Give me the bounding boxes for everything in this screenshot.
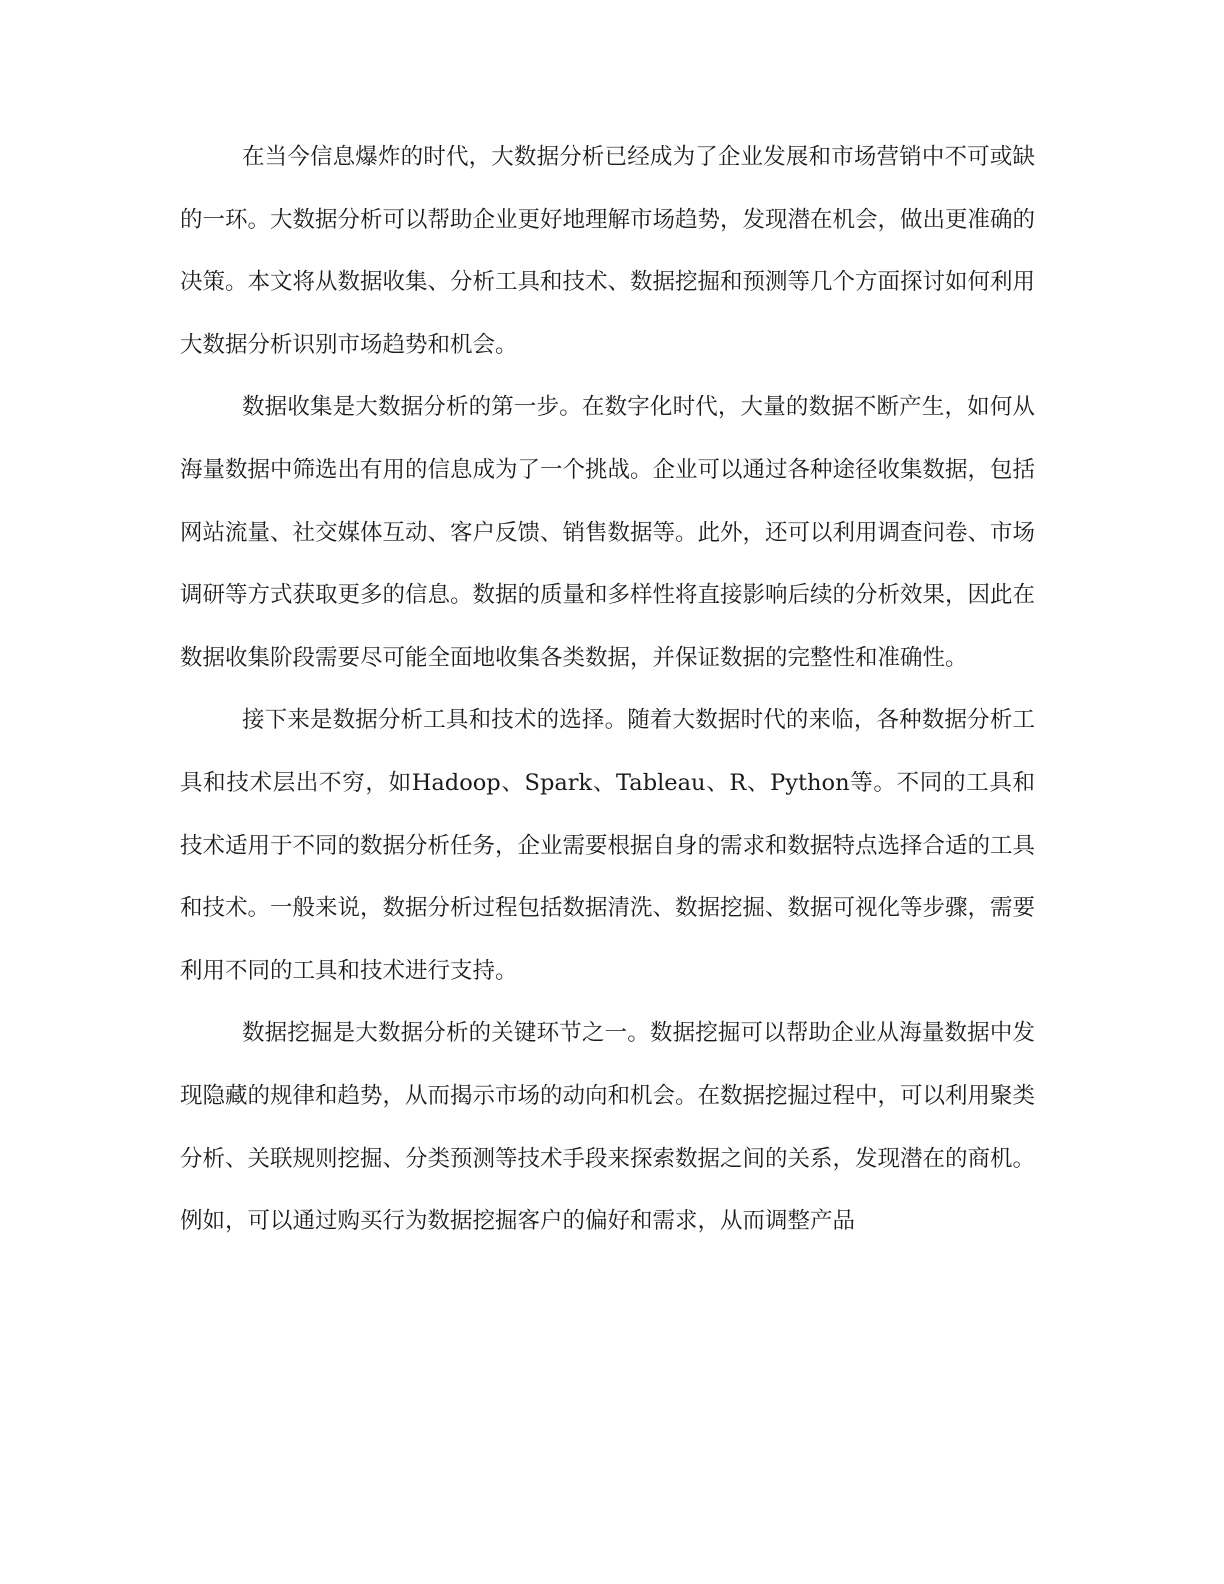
- paragraph-data-mining: 数据挖掘是大数据分析的关键环节之一。数据挖掘可以帮助企业从海量数据中发现隐藏的规律和趋势，从而揭示市场的动向和机会。在数据挖掘过程中，可以利用聚类分析、关联规则挖掘、分类预测等技术手段来探索数据之间的关系，发现潜在的商机。例如，可以通过购买行为数据挖掘客户的偏好和需求，从而调整产品: [180, 1020, 1036, 1235]
- paragraph-intro: 在当今信息爆炸的时代，大数据分析已经成为了企业发展和市场营销中不可或缺的一环。大数据分析可以帮助企业更好地理解市场趋势，发现潜在机会，做出更准确的决策。本文将从数据收集、分析工具和技术、数据挖掘和预测等几个方面探讨如何利用大数据分析识别市场趋势和机会。: [180, 144, 1036, 358]
- paragraph-data-collection: 数据收集是大数据分析的第一步。在数字化时代，大量的数据不断产生，如何从海量数据中筛选出有用的信息成为了一个挑战。企业可以通过各种途径收集数据，包括网站流量、社交媒体互动、客户反馈、销售数据等。此外，还可以利用调查问卷、市场调研等方式获取更多的信息。数据的质量和多样性将直接影响后续的分析效果，因此在数据收集阶段需要尽可能全面地收集各类数据，并保证数据的完整性和准确性。: [180, 394, 1036, 671]
- document-body: [180, 126, 1035, 1253]
- paragraph-tools-and-techniques: 接下来是数据分析工具和技术的选择。随着大数据时代的来临，各种数据分析工具和技术层出不穷，如Hadoop、Spark、Tableau、R、Python等。不同的工具和技术适用于不同的数据分析任务，企业需要根据自身的需求和数据特点选择合适的工具和技术。一般来说，数据分析过程包括数据清洗、数据挖掘、数据可视化等步骤，需要利用不同的工具和技术进行支持。: [180, 707, 1036, 984]
